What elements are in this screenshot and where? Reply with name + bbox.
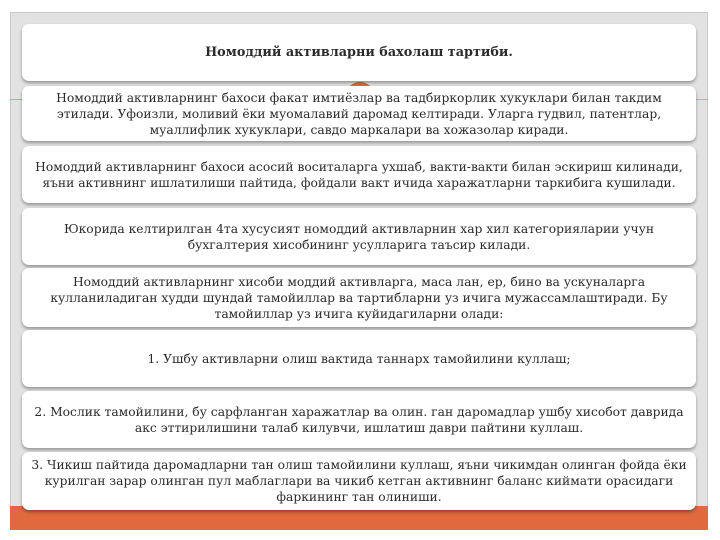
paragraph-text: Номоддий активларнинг бахоси асосий воситаларга ухшаб, вакти-вакти билан эскириш килинади, яъни активнинг ишлатилиши пайтида, фойдали вакт ичида харажатларни таркибига кушилади. [35, 159, 683, 190]
principle-item-2 [22, 391, 696, 448]
paragraph-card [22, 268, 696, 327]
paragraph-card [22, 208, 696, 265]
paragraph-text: 1. Ушбу активларни олиш вактида таннарх тамойилини куллаш; [147, 351, 571, 366]
principle-item-1 [22, 330, 696, 387]
paragraph-text: Номоддий активларнинг бахоси факат имтиёзлар ва тадбиркорлик хукуклари билан такдим этилади. Уфоизли, моливий ёки муомалавий даромад келтиради. Уларга гудвил, патентлар, муаллифлик хукуклари, савдо маркалари ва хожазолар киради. [56, 90, 662, 137]
paragraph-card [22, 86, 696, 141]
slide-title: Номоддий активларни бахолаш тартиби. [205, 44, 513, 60]
paragraph-text: 2. Мослик тамойилини, бу сарфланган харажатлар ва олин. ган даромадлар ушбу хисобот даврида акс эттирилишини талаб килувчи, ишлатиш даври пайтини куллаш. [34, 404, 684, 435]
principle-item-3 [22, 452, 696, 510]
paragraph-text: Номоддий активларнинг хисоби моддий активларга, маса лан, ер, бино ва ускуналарга кулланиладиган худди шундай тамойиллар ва тартибларни уз ичига мужассамлаштиради. Бу тамойиллар уз ичига куйидагиларни олади: [50, 274, 668, 321]
paragraph-text: Юкорида келтирилган 4та хусусият номоддий активларнин хар хил категорияларии учун бухгалтерия хисобининг усулларига таъсир килади. [63, 221, 655, 252]
slide-title-card [22, 24, 696, 81]
paragraph-card [22, 146, 696, 203]
paragraph-text: 3. Чикиш пайтида даромадларни тан олиш тамойилини куллаш, яъни чикимдан олинган фойда ёки курилган зарар олинган пул маблаглари ва чикиб кетган активнинг баланс киймати орасидаги фаркининг тан олиниши. [31, 458, 687, 504]
